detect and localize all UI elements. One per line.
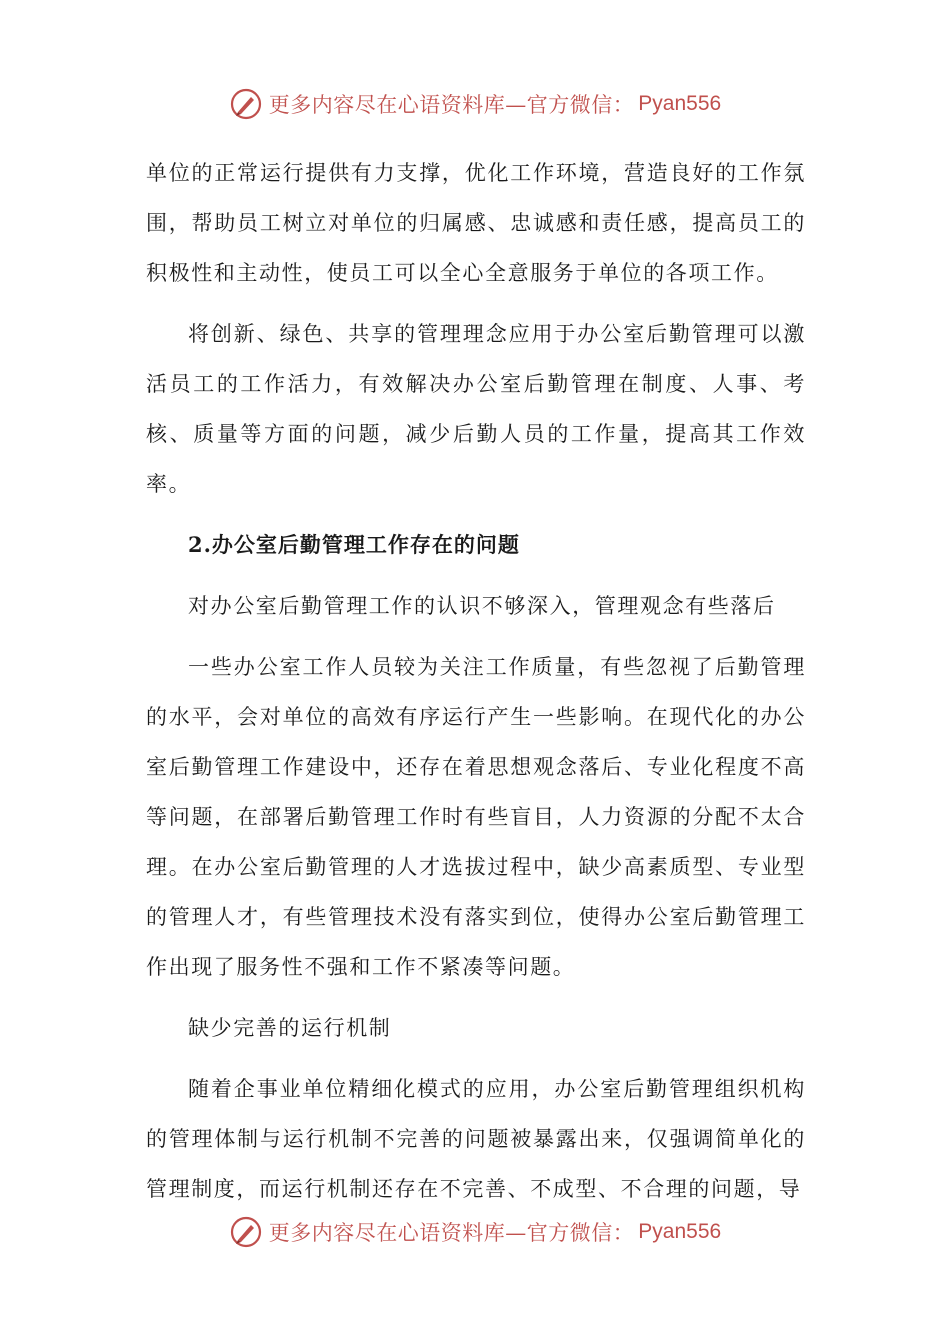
paragraph-management-concept: 将创新、绿色、共享的管理理念应用于办公室后勤管理可以激活员工的工作活力，有效解决办公室后勤管理在制度、人事、考核、质量等方面的问题，减少后勤人员的工作量，提高其工作效率。 <box>146 322 806 496</box>
paragraph-staff-quality: 一些办公室工作人员较为关注工作质量，有些忽视了后勤管理的水平，会对单位的高效有序运行产生一些影响。在现代化的办公室后勤管理工作建设中，还存在着思想观念落后、专业化程度不高等问题，在部署后勤管理工作时有些盲目，人力资源的分配不太合理。在办公室后勤管理的人才选拔过程中，缺少高素质型、专业型的管理人才，有些管理技术没有落实到位，使得办公室后勤管理工作出现了服务性不强和工作不紧凑等问题。 <box>146 655 806 979</box>
section-heading: 2.办公室后勤管理工作存在的问题 <box>188 532 520 557</box>
banner-text: 更多内容尽在心语资料库—官方微信： <box>268 93 635 117</box>
paragraph-refined-model: 随着企事业单位精细化模式的应用，办公室后勤管理组织机构的管理体制与运行机制不完善的问题被暴露出来，仅强调简单化的管理制度，而运行机制还存在不完善、不成型、不合理的问题，导 <box>146 1077 806 1201</box>
pen-logo-icon <box>229 87 263 121</box>
subheading-understanding: 对办公室后勤管理工作的认识不够深入，管理观念有些落后 <box>188 594 776 618</box>
banner-wechat-id: Pyan556 <box>638 92 722 115</box>
banner-wechat-id: Pyan556 <box>638 1220 722 1243</box>
footer-watermark-banner <box>0 1212 950 1252</box>
paragraph-continued: 单位的正常运行提供有力支撑，优化工作环境，营造良好的工作氛围，帮助员工树立对单位的归属感、忠诚感和责任感，提高员工的积极性和主动性，使员工可以全心全意服务于单位的各项工作。 <box>146 161 806 285</box>
subheading-mechanism: 缺少完善的运行机制 <box>188 1016 392 1040</box>
document-body <box>146 148 806 1214</box>
header-watermark-banner <box>0 84 950 124</box>
banner-text: 更多内容尽在心语资料库—官方微信： <box>268 1221 635 1245</box>
pen-logo-icon <box>229 1215 263 1249</box>
